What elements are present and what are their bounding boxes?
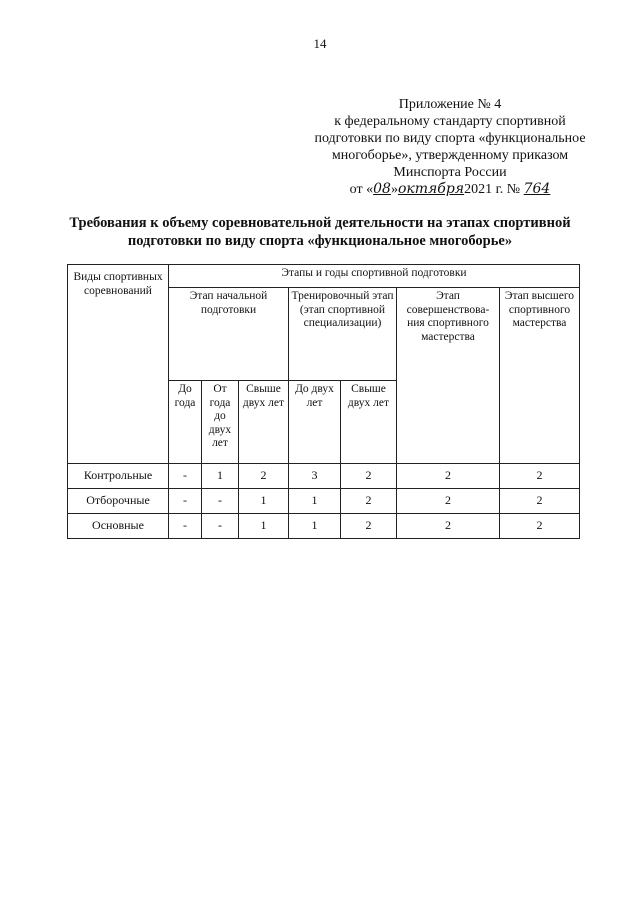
appendix-line: подготовки по виду спорта «функциональное — [314, 131, 586, 146]
sub-header: До двух лет — [289, 381, 341, 464]
table-cell: 1 — [239, 489, 289, 514]
corner-header: Виды спортивных соревнований — [68, 265, 169, 464]
table-cell: - — [202, 489, 239, 514]
table-cell: 1 — [202, 464, 239, 489]
table-cell: - — [169, 464, 202, 489]
appendix-line: к федеральному стандарту спортивной — [334, 114, 566, 129]
handwritten-month: октября — [397, 181, 465, 197]
appendix-date-line — [300, 181, 600, 198]
sub-header: Свыше двух лет — [341, 381, 397, 464]
table-row — [68, 514, 580, 539]
table-cell: - — [169, 514, 202, 539]
table-cell: 2 — [397, 489, 500, 514]
table-cell: 2 — [341, 489, 397, 514]
table-cell: 1 — [239, 514, 289, 539]
handwritten-order-number: 764 — [523, 181, 551, 197]
table-cell: - — [169, 489, 202, 514]
date-mid: » — [390, 182, 398, 197]
table-cell: 2 — [397, 464, 500, 489]
sub-header: От года до двух лет — [202, 381, 239, 464]
stage-improvement-header: Этап совершенствова-ния спортивного мастерства — [397, 288, 500, 464]
appendix-line: Минспорта России — [393, 165, 507, 180]
stage-higher-header: Этап высшего спортивного мастерства — [500, 288, 580, 464]
table-cell: 2 — [341, 464, 397, 489]
table-cell: 2 — [500, 464, 580, 489]
row-label: Контрольные — [68, 464, 169, 489]
handwritten-day: 08 — [373, 181, 391, 197]
row-label: Отборочные — [68, 489, 169, 514]
row-label: Основные — [68, 514, 169, 539]
table-cell: 2 — [500, 489, 580, 514]
appendix-title: Приложение № 4 — [398, 97, 502, 112]
document-title — [40, 214, 600, 250]
table-cell: 1 — [289, 489, 341, 514]
stage-training-header: Тренировочный этап (этап спортивной специализации) — [289, 288, 397, 381]
table-cell: 2 — [397, 514, 500, 539]
table-cell: 2 — [341, 514, 397, 539]
table-cell: - — [202, 514, 239, 539]
table-cell: 3 — [289, 464, 341, 489]
appendix-block — [300, 96, 600, 198]
sub-header: Свыше двух лет — [239, 381, 289, 464]
page-number: 14 — [313, 36, 327, 51]
table-cell: 2 — [239, 464, 289, 489]
table-row — [68, 489, 580, 514]
table-cell: 1 — [289, 514, 341, 539]
table-cell: 2 — [500, 514, 580, 539]
date-year: 2021 г. № — [464, 182, 524, 197]
sub-header: До года — [169, 381, 202, 464]
title-line: Требования к объему соревновательной деятельности на этапах спортивной — [69, 215, 571, 231]
competition-requirements-table — [67, 264, 580, 539]
stage-initial-header: Этап начальной подготовки — [169, 288, 289, 381]
date-prefix: от « — [349, 182, 374, 197]
stages-header: Этапы и годы спортивной подготовки — [169, 265, 580, 288]
title-line: подготовки по виду спорта «функциональное многоборье» — [127, 233, 513, 249]
appendix-line: многоборье», утвержденному приказом — [331, 148, 569, 163]
table-row — [68, 464, 580, 489]
